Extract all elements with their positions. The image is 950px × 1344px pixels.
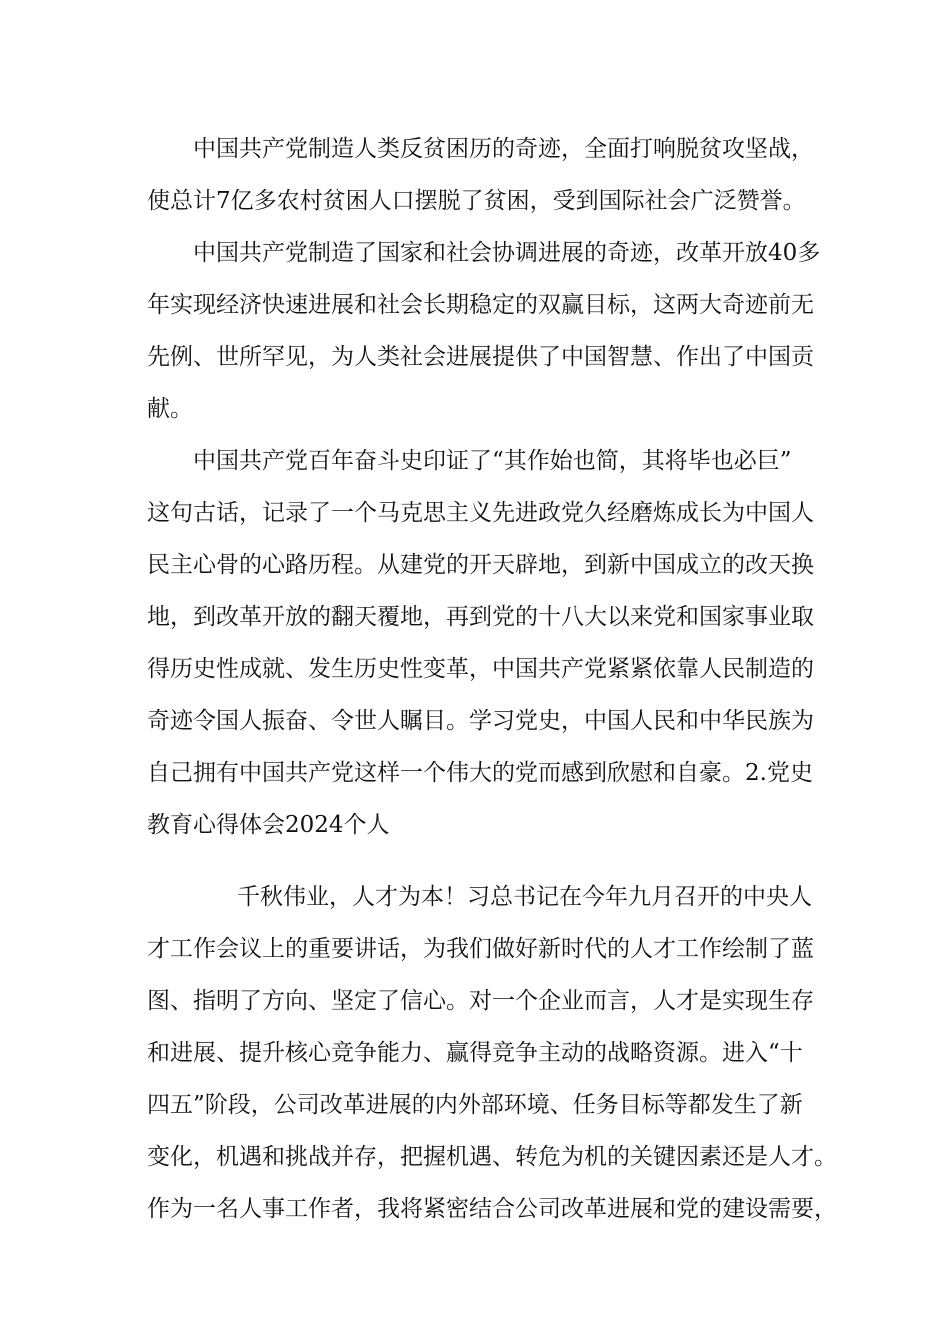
text-line: 先例、世所罕见，为人类社会进展提供了中国智慧、作出了中国贡 [147,344,814,370]
text-line: 这句古话，记录了一个马克思主义先进政党久经磨炼成长为中国人 [147,500,814,526]
text-line: 变化，机遇和挑战并存，把握机遇、转危为机的关键因素还是人才。 [147,1144,837,1170]
text-line: 自己拥有中国共产党这样一个伟大的党而感到欣慰和自豪。2.党史 [147,760,813,786]
text-line: 献。 [147,396,193,422]
text-line: 和进展、提升核心竞争能力、赢得竞争主动的战略资源。进入“十 [147,1040,803,1066]
text-line: 教育心得体会2024个人 [147,812,390,838]
text-line: 奇迹令国人振奋、令世人瞩目。学习党史，中国人民和中华民族为 [147,708,814,734]
text-line: 千秋伟业，人才为本！习总书记在今年九月召开的中央人 [237,884,812,910]
text-line: 作为一名人事工作者，我将紧密结合公司改革进展和党的建设需要， [147,1196,837,1222]
text-line: 民主心骨的心路历程。从建党的开天辟地，到新中国成立的改天换 [147,552,814,578]
text-line: 四五”阶段，公司改革进展的内外部环境、任务目标等都发生了新 [147,1092,803,1118]
text-line: 中国共产党百年奋斗史印证了“其作始也简，其将毕也必巨” [193,448,792,474]
text-line: 得历史性成就、发生历史性变革，中国共产党紧紧依靠人民制造的 [147,656,814,682]
text-line: 年实现经济快速进展和社会长期稳定的双赢目标，这两大奇迹前无 [147,292,814,318]
text-line: 地，到改革开放的翻天覆地，再到党的十八大以来党和国家事业取 [147,604,814,630]
text-line: 使总计7亿多农村贫困人口摆脱了贫困，受到国际社会广泛赞誉。 [147,188,806,214]
text-line: 才工作会议上的重要讲话，为我们做好新时代的人才工作绘制了蓝 [147,936,814,962]
text-line: 中国共产党制造了国家和社会协调进展的奇迹，改革开放40多 [193,240,821,266]
text-line: 图、指明了方向、坚定了信心。对一个企业而言，人才是实现生存 [147,988,814,1014]
text-line: 中国共产党制造人类反贫困历的奇迹，全面打响脱贫攻坚战， [193,136,814,162]
